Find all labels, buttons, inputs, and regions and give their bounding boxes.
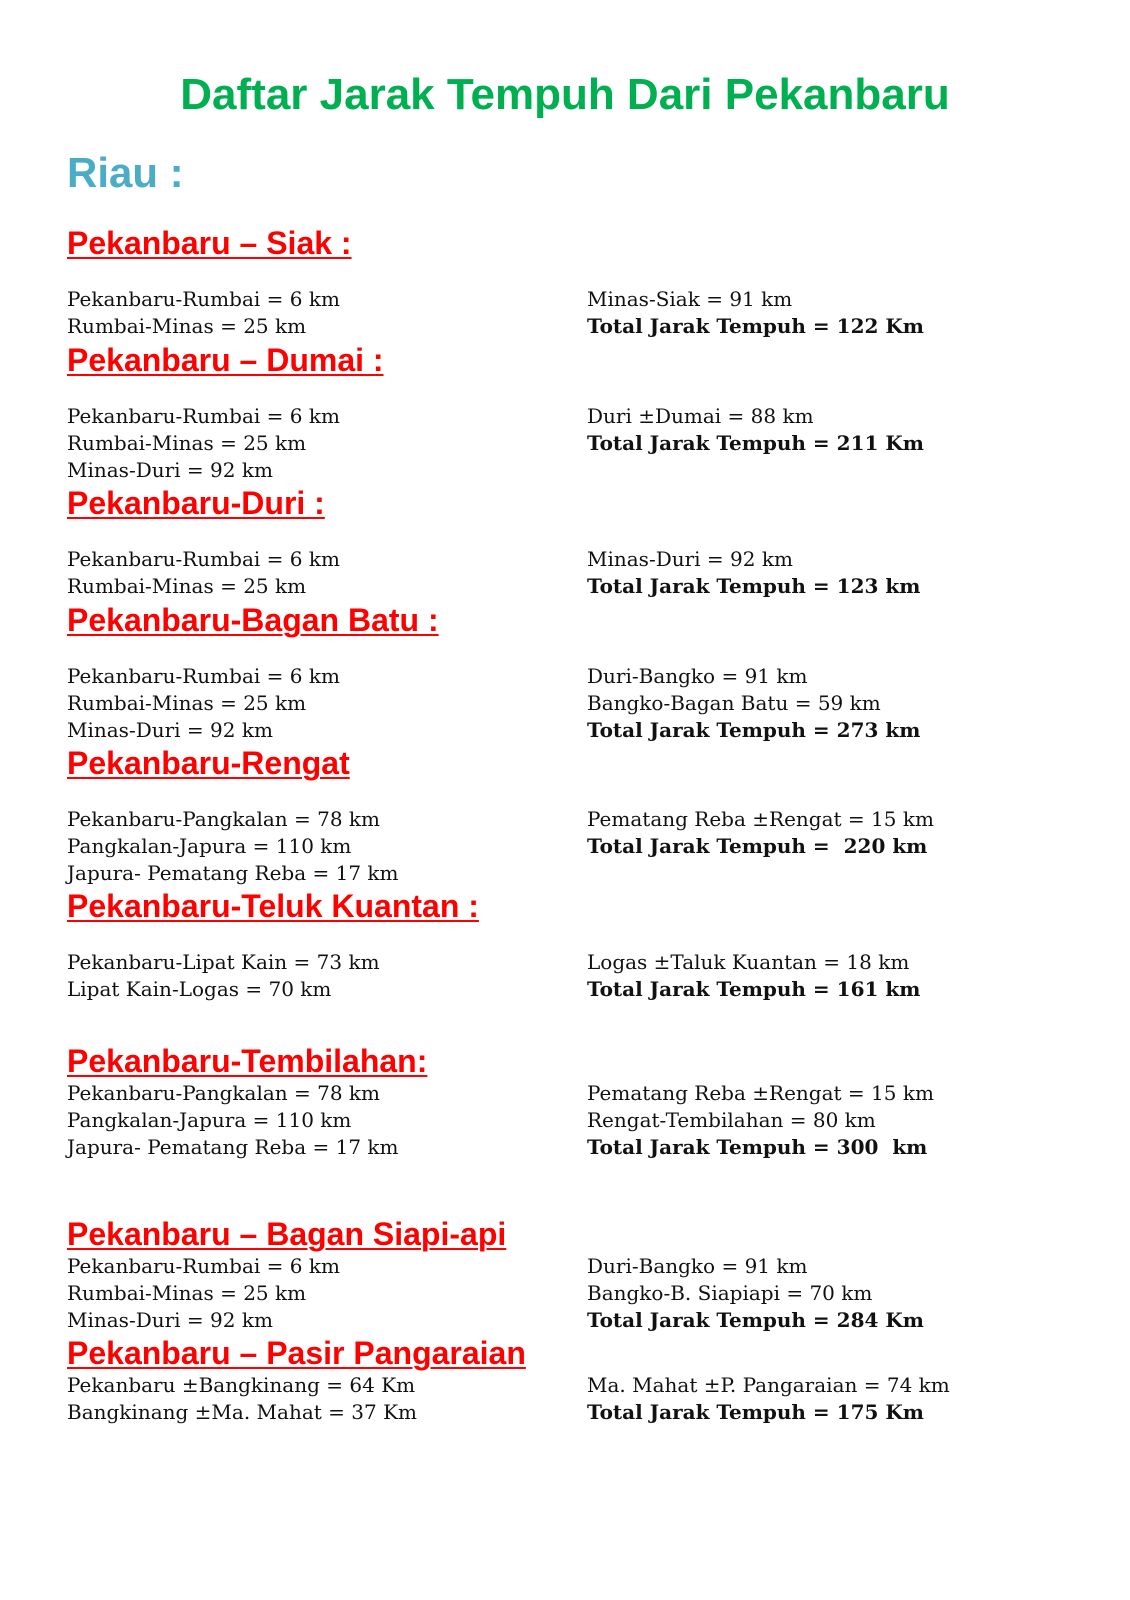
distance-line: Rumbai-Minas = 25 km: [67, 1281, 307, 1305]
distance-line: Pekanbaru ±Bangkinang = 64 Km: [67, 1373, 416, 1397]
distance-line: Pekanbaru-Pangkalan = 78 km: [67, 807, 381, 831]
route-left-column: [67, 949, 380, 1003]
route-heading: Pekanbaru – Dumai :: [67, 342, 384, 378]
route-right-column: [587, 546, 920, 600]
distance-line: Logas ±Taluk Kuantan = 18 km: [587, 950, 910, 974]
region-heading: Riau :: [67, 149, 184, 196]
route-heading: Pekanbaru – Bagan Siapi-api: [67, 1216, 507, 1252]
route-left-column: [67, 403, 340, 484]
route-left-column: [67, 1080, 399, 1161]
route-right-column: [587, 1080, 934, 1161]
page-title: Daftar Jarak Tempuh Dari Pekanbaru: [180, 70, 950, 119]
route-heading: Pekanbaru-Rengat: [67, 745, 350, 781]
distance-line: Minas-Duri = 92 km: [67, 458, 273, 482]
distance-line: Japura- Pematang Reba = 17 km: [67, 861, 399, 885]
distance-line: Duri-Bangko = 91 km: [587, 664, 808, 688]
route-right-column: [587, 403, 924, 457]
route-left-column: [67, 1372, 417, 1426]
route-left-column: [67, 1253, 340, 1334]
distance-line: Duri-Bangko = 91 km: [587, 1254, 808, 1278]
distance-line: Japura- Pematang Reba = 17 km: [67, 1135, 399, 1159]
route-heading: Pekanbaru – Siak :: [67, 225, 352, 261]
distance-line: Rumbai-Minas = 25 km: [67, 574, 307, 598]
distance-line: Minas-Siak = 91 km: [587, 287, 793, 311]
route-heading: Pekanbaru-Duri :: [67, 485, 325, 521]
route-right-column: [587, 1372, 950, 1426]
total-distance: Total Jarak Tempuh = 122 Km: [587, 314, 924, 338]
distance-line: Minas-Duri = 92 km: [587, 547, 793, 571]
route-right-column: [587, 663, 920, 744]
distance-line: Pekanbaru-Rumbai = 6 km: [67, 1254, 340, 1278]
total-distance: Total Jarak Tempuh = 123 km: [587, 574, 921, 598]
distance-line: Pangkalan-Japura = 110 km: [67, 1108, 352, 1132]
route-left-column: [67, 806, 399, 887]
distance-line: Rumbai-Minas = 25 km: [67, 314, 307, 338]
total-distance: Total Jarak Tempuh = 175 Km: [587, 1400, 924, 1424]
route-left-column: [67, 546, 340, 600]
route-heading: Pekanbaru-Tembilahan:: [67, 1043, 428, 1079]
route-right-column: [587, 1253, 924, 1334]
distance-line: Lipat Kain-Logas = 70 km: [67, 977, 332, 1001]
route-heading: Pekanbaru-Teluk Kuantan :: [67, 888, 479, 924]
route-heading: Pekanbaru-Bagan Batu :: [67, 602, 439, 638]
total-distance: Total Jarak Tempuh = 161 km: [587, 977, 921, 1001]
distance-line: Rumbai-Minas = 25 km: [67, 431, 307, 455]
distance-line: Rumbai-Minas = 25 km: [67, 691, 307, 715]
total-distance: Total Jarak Tempuh = 300 km: [587, 1135, 928, 1159]
total-distance: Total Jarak Tempuh = 220 km: [587, 834, 928, 858]
distance-line: Pekanbaru-Rumbai = 6 km: [67, 404, 340, 428]
distance-line: Bangko-B. Siapiapi = 70 km: [587, 1281, 873, 1305]
total-distance: Total Jarak Tempuh = 284 Km: [587, 1308, 924, 1332]
distance-line: Pangkalan-Japura = 110 km: [67, 834, 352, 858]
route-right-column: [587, 286, 924, 340]
distance-line: Pekanbaru-Pangkalan = 78 km: [67, 1081, 381, 1105]
distance-line: Ma. Mahat ±P. Pangaraian = 74 km: [587, 1373, 950, 1397]
distance-line: Bangko-Bagan Batu = 59 km: [587, 691, 881, 715]
route-left-column: [67, 663, 340, 744]
distance-line: Rengat-Tembilahan = 80 km: [587, 1108, 876, 1132]
route-left-column: [67, 286, 340, 340]
route-heading: Pekanbaru – Pasir Pangaraian: [67, 1335, 526, 1371]
total-distance: Total Jarak Tempuh = 273 km: [587, 718, 921, 742]
distance-line: Pekanbaru-Rumbai = 6 km: [67, 664, 340, 688]
distance-line: Pematang Reba ±Rengat = 15 km: [587, 807, 934, 831]
route-right-column: [587, 949, 920, 1003]
distance-line: Pematang Reba ±Rengat = 15 km: [587, 1081, 934, 1105]
distance-line: Pekanbaru-Lipat Kain = 73 km: [67, 950, 380, 974]
distance-line: Minas-Duri = 92 km: [67, 718, 273, 742]
distance-line: Pekanbaru-Rumbai = 6 km: [67, 547, 340, 571]
total-distance: Total Jarak Tempuh = 211 Km: [587, 431, 924, 455]
distance-line: Pekanbaru-Rumbai = 6 km: [67, 287, 340, 311]
distance-line: Duri ±Dumai = 88 km: [587, 404, 814, 428]
route-right-column: [587, 806, 934, 860]
distance-line: Bangkinang ±Ma. Mahat = 37 Km: [67, 1400, 417, 1424]
distance-line: Minas-Duri = 92 km: [67, 1308, 273, 1332]
